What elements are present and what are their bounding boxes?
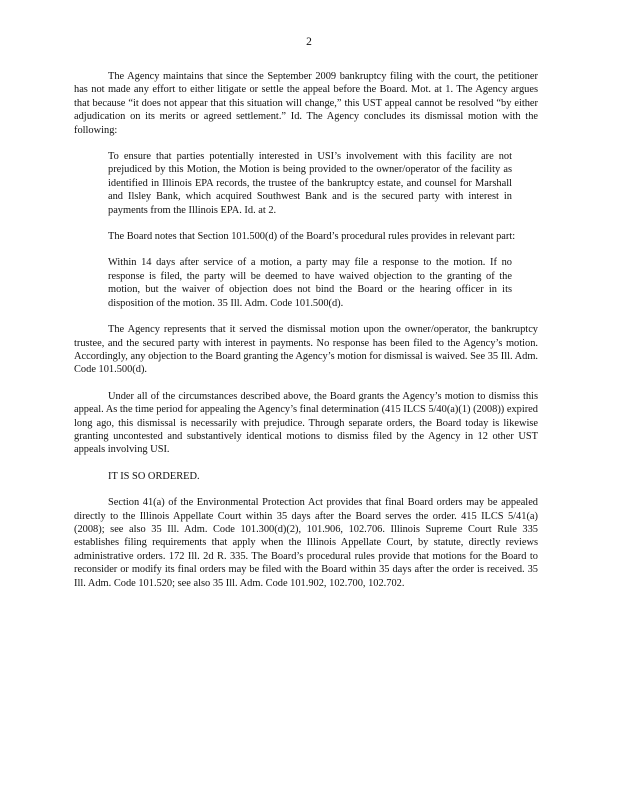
paragraph-board-notes: The Board notes that Section 101.500(d) of the Board’s procedural rules provides in relevant part: <box>108 231 516 243</box>
block-quote-motion: To ensure that parties potentially interested in USI’s involvement with this facility are not prejudiced by this Motion, the Motion is being provided to the owner/operator of the facility as identified in Illinois EPA records, the trustee of the bankruptcy estate, and counsel for Marshall and Ilsley Bank, which acquired Southwest Bank and is the secured party with interest in payments from the Illinois EPA. Id. at 2. <box>108 151 512 216</box>
page-number: 2 <box>306 36 312 48</box>
block-quote-rule: Within 14 days after service of a motion, a party may file a response to the motion. If no response is filed, the party will be deemed to have waived objection to the granting of the motion, but the waiver of objection does not bind the Board or the hearing officer in its disposition of the motion. 35 Ill. Adm. Code 101.500(d). <box>108 257 512 309</box>
paragraph-circumstances: Under all of the circumstances described above, the Board grants the Agency’s motion to dismiss this appeal. As the time period for appealing the Agency’s final determination (415 ILCS 5/40(a)(1) (2008)) expired long ago, this dismissal is necessarily with prejudice. Through separate orders, the Board today is likewise granting uncontested and substantively identical motions to dismiss filed by the Agency in 12 other UST appeals involving USI. <box>74 390 538 456</box>
paragraph-agency-represents: The Agency represents that it served the dismissal motion upon the owner/operator, the bankruptcy trustee, and the secured party with interest in payments. No response has been filed to the Agency’s motion. Accordingly, any objection to the Board granting the Agency’s motion for dismissal is waived. See 35 Ill. Adm. Code 101.500(d). <box>74 324 538 376</box>
paragraph-appeal-rights: Section 41(a) of the Environmental Protection Act provides that final Board orders may be appealed directly to the Illinois Appellate Court within 35 days after the Board serves the order. 415 ILCS 5/41(a) (2008); see also 35 Ill. Adm. Code 101.300(d)(2), 101.906, 102.706. Illinois Supreme Court Rule 335 establishes filing requirements that apply when the Illinois Appellate Court, by statute, directly reviews administrative orders. 172 Ill. 2d R. 335. The Board’s procedural rules provide that motions for the Board to reconsider or modify its final orders may be filed with the Board within 35 days after the order is received. 35 Ill. Adm. Code 101.520; see also 35 Ill. Adm. Code 101.902, 102.700, 102.702. <box>74 497 538 589</box>
paragraph-agency-maintains: The Agency maintains that since the September 2009 bankruptcy filing with the court, the petitioner has not made any effort to either litigate or settle the appeal before the Board. Mot. at 1. The Agency argues that because “it does not appear that this situation will change,” this UST appeal cannot be resolved “by either adjudication on its merits or agreed settlement.” Id. The Agency concludes its dismissal motion with the following: <box>74 71 538 136</box>
document-body <box>74 70 538 590</box>
order-statement: IT IS SO ORDERED. <box>108 470 200 482</box>
